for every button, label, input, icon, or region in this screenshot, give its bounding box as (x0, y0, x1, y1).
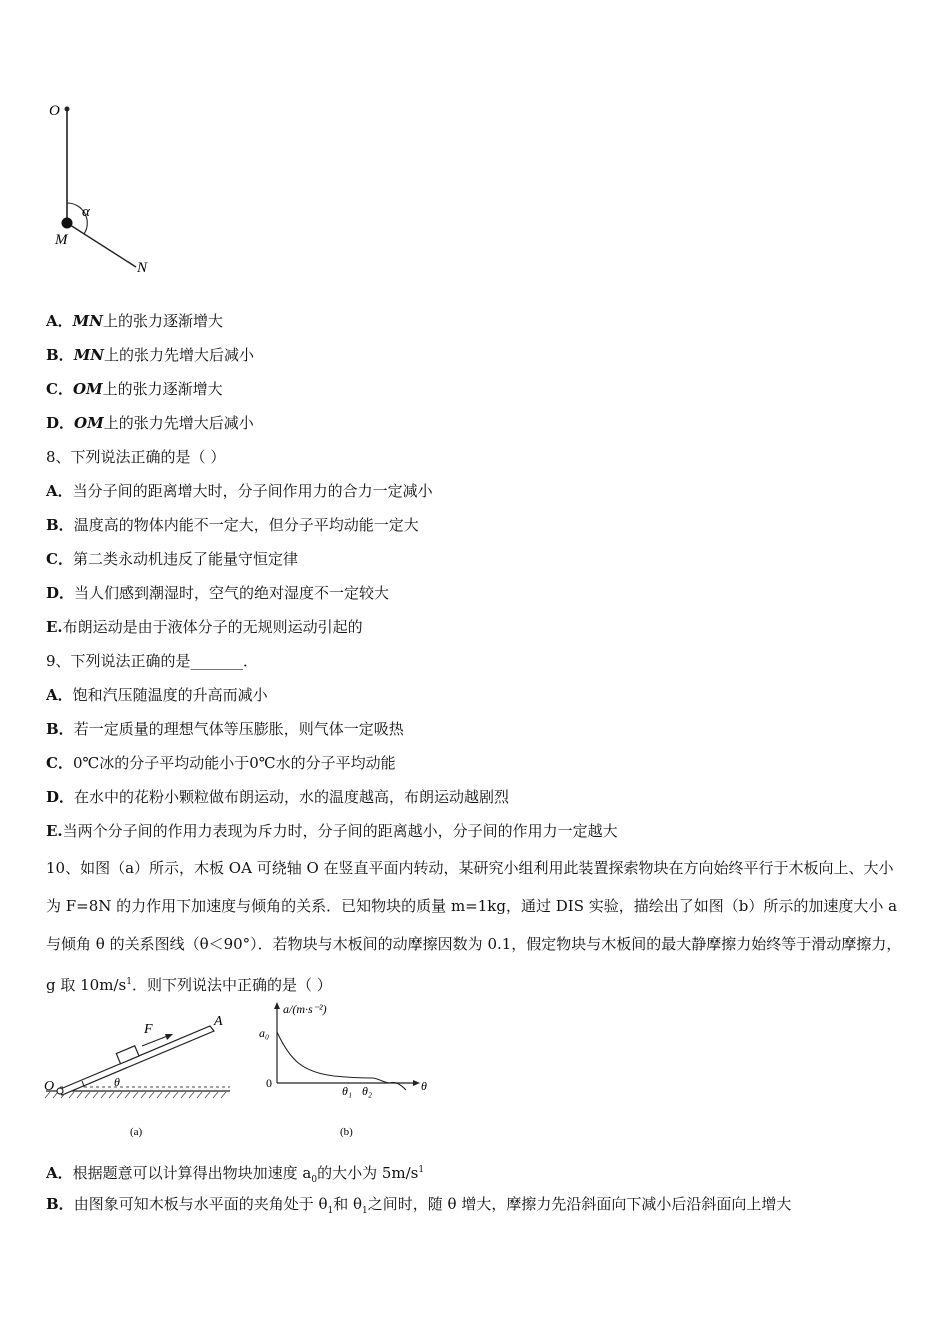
q7-option-a: A．MN上的张力逐渐增大 (46, 312, 223, 330)
label-theta2: θ₂ (362, 1084, 373, 1098)
a-theta-curve (277, 1032, 406, 1090)
label-m: M (55, 232, 68, 248)
q9-option-a: A．饱和汽压随温度的升高而减小 (46, 686, 268, 704)
y-label: a/(m·s⁻²) (283, 1002, 327, 1016)
label-o: O (44, 1079, 55, 1094)
rope-mn (67, 223, 136, 267)
label-n: N (137, 260, 148, 276)
label-alpha: α (82, 204, 90, 220)
board-oa (58, 1026, 214, 1095)
caption-a: (a) (130, 1126, 143, 1138)
q9-option-e: E.当两个分子间的作用力表现为斥力时，分子间的距离越小，分子间的作用力一定越大 (46, 822, 618, 840)
q9-option-b: B．若一定质量的理想气体等压膨胀，则气体一定吸热 (46, 720, 404, 738)
q9-option-d: D．在水中的花粉小颗粒做布朗运动，水的温度越高，布朗运动越剧烈 (46, 788, 510, 806)
origin-zero: 0 (266, 1076, 272, 1090)
q7-option-d: D．OM上的张力先增大后减小 (46, 414, 254, 432)
y-arrowhead (274, 1002, 280, 1009)
force-arrowhead (165, 1034, 173, 1040)
caption-b: (b) (340, 1126, 353, 1138)
q8-stem: 8、下列说法正确的是（ ） (46, 448, 226, 466)
q7-option-b: B．MN上的张力先增大后减小 (46, 346, 255, 364)
q9-stem: 9、下列说法正确的是_______． (46, 652, 259, 670)
q8-option-c: C．第二类永动机违反了能量守恒定律 (46, 550, 298, 568)
x-arrowhead (413, 1080, 420, 1086)
label-a: A (214, 1014, 223, 1029)
label-theta: θ (114, 1075, 120, 1089)
q10-option-a: A．根据题意可以计算得出物块加速度 $a_0$的大小为 $5m/s^1$ (46, 1164, 425, 1185)
q10-option-b: B．由图象可知木板与水平面的夹角处于 $\theta_1$和 $\theta_1$之间时，随 θ 增大，摩擦力先沿斜面向下减小后沿斜面向上增大 (46, 1195, 792, 1216)
ground-hatch (45, 1092, 226, 1098)
q8-option-b: B．温度高的物体内能不一定大，但分子平均动能一定大 (46, 516, 419, 534)
label-theta1: θ₁ (342, 1084, 353, 1098)
q7-option-c: C．OM上的张力逐渐增大 (46, 380, 223, 398)
q8-option-e: E.布朗运动是由于液体分子的无规则运动引起的 (46, 618, 363, 636)
label-o: O (49, 103, 60, 119)
q8-option-d: D．当人们感到潮湿时，空气的绝对湿度不一定较大 (46, 584, 390, 602)
label-f: F (144, 1022, 153, 1037)
figure-om-mn (40, 95, 170, 280)
x-label: θ (421, 1079, 427, 1093)
pivot-o (57, 1088, 63, 1094)
q10-stem: 10、如图（a）所示，木板 OA 可绕轴 O 在竖直平面内转动，某研究小组利用此装置探索物块在方向始终平行于木板向上、大小为 F=8N 的力作用下加速度与倾角的关系．已知物块的质量 m=1kg，通过 DIS 实验，描绘出了如图（b）所示的加速度大小 a 与倾角 θ 的关系图线（θ＜90°）．若物块与木板间的动摩擦因数为 0.1，假定物块与木板间的最大静摩擦力始终等于滑动摩擦力，g 取 $10m/s^1$．则下列说法中正确的是（ ） (46, 859, 902, 994)
mass-ball (62, 218, 73, 229)
figure-incline-and-graph (44, 998, 434, 1140)
q8-option-a: A．当分子间的距离增大时，分子间作用力的合力一定减小 (46, 482, 433, 500)
label-a0: a₀ (259, 1026, 270, 1040)
q9-option-c: C．0℃冰的分子平均动能小于0℃水的分子平均动能 (46, 754, 396, 772)
point-o (65, 107, 70, 112)
